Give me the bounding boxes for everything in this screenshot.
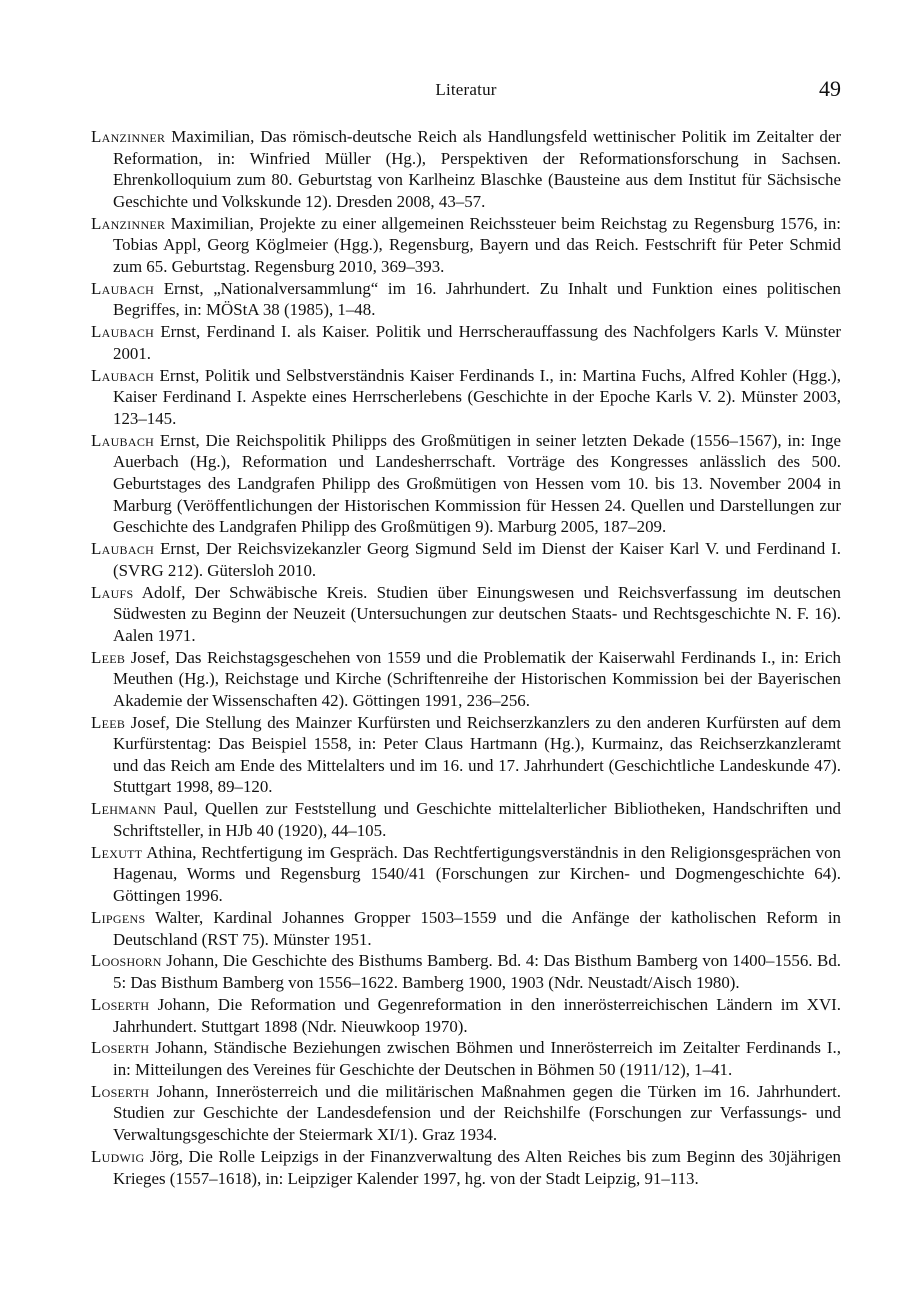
bibliography-entry bbox=[91, 582, 841, 647]
bibliography-entry bbox=[91, 321, 841, 364]
entry-text: Johann, Die Reformation und Gegenreformation in den innerösterreichischen Ländern im XVI. Jahrhundert. Stuttgart 1898 (Ndr. Nieuwkoop 1970). bbox=[113, 994, 841, 1036]
entry-author: Loserth bbox=[91, 994, 150, 1014]
entry-author: Ludwig bbox=[91, 1146, 145, 1166]
bibliography-entry bbox=[91, 798, 841, 841]
entry-author: Lipgens bbox=[91, 907, 146, 927]
entry-text: Ernst, „Nationalversammlung“ im 16. Jahrhundert. Zu Inhalt und Funktion eines politischen Begriffes, in: MÖStA 38 (1985), 1–48. bbox=[113, 278, 841, 320]
bibliography-entry bbox=[91, 365, 841, 430]
bibliography-entry bbox=[91, 907, 841, 950]
bibliography-entry bbox=[91, 126, 841, 212]
entry-author: Lehmann bbox=[91, 799, 157, 819]
entry-author: Laubach bbox=[91, 322, 155, 342]
bibliography-entry bbox=[91, 213, 841, 278]
entry-text: Ernst, Politik und Selbstverständnis Kaiser Ferdinands I., in: Martina Fuchs, Alfred Kohler (Hgg.), Kaiser Ferdinand I. Aspekte eines Herrscherlebens (Geschichte in der Epoche Karls V. 2). Münster 2003, 123–145. bbox=[113, 365, 841, 428]
entry-author: Laubach bbox=[91, 430, 155, 450]
bibliography-entry bbox=[91, 1037, 841, 1080]
entry-text: Athina, Rechtfertigung im Gespräch. Das Rechtfertigungsverständnis in den Religionsgesprächen von Hagenau, Worms und Regensburg 1540/41 (Forschungen zur Kirchen- und Dogmengeschichte 64). Göttingen 1996. bbox=[113, 842, 841, 906]
bibliography-entry bbox=[91, 1081, 841, 1146]
bibliography-entry bbox=[91, 647, 841, 712]
entry-author: Laubach bbox=[91, 539, 155, 559]
entry-text: Jörg, Die Rolle Leipzigs in der Finanzverwaltung des Alten Reiches bis zum Beginn des 30jährigen Krieges (1557–1618), in: Leipziger Kalender 1997, hg. von der Stadt Leipzig, 91–113. bbox=[113, 1146, 841, 1188]
entry-text: Johann, Die Geschichte des Bisthums Bamberg. Bd. 4: Das Bisthum Bamberg von 1400–1556. Bd. 5: Das Bisthum Bamberg von 1556–1622. Bamberg 1900, 1903 (Ndr. Neustadt/Aisch 1980). bbox=[113, 951, 841, 993]
entry-author: Laufs bbox=[91, 582, 134, 602]
bibliography-entry bbox=[91, 430, 841, 538]
running-title: Literatur bbox=[435, 80, 497, 99]
entry-text: Ernst, Ferdinand I. als Kaiser. Politik und Herrscherauffassung des Nachfolgers Karls V. Münster 2001. bbox=[113, 322, 841, 363]
entry-author: Lexutt bbox=[91, 842, 143, 862]
bibliography-entry bbox=[91, 842, 841, 907]
entry-author: Loserth bbox=[91, 1081, 150, 1101]
entry-text: Walter, Kardinal Johannes Gropper 1503–1559 und die Anfänge der katholischen Reform in Deutschland (RST 75). Münster 1951. bbox=[113, 907, 841, 949]
entry-text: Johann, Innerösterreich und die militärischen Maßnahmen gegen die Türken im 16. Jahrhundert. Studien zur Geschichte der Landesdefension und der Reichshilfe (Forschungen zur Verfassungs- und Verwaltungsgeschichte der Steiermark XI/1). Graz 1934. bbox=[113, 1081, 841, 1145]
entry-author: Lanzinner bbox=[91, 213, 166, 233]
entry-author: Lanzinner bbox=[91, 127, 166, 146]
bibliography-entry bbox=[91, 950, 841, 993]
entry-text: Ernst, Der Reichsvizekanzler Georg Sigmund Seld im Dienst der Kaiser Karl V. und Ferdinand I. (SVRG 212). Gütersloh 2010. bbox=[113, 539, 841, 580]
entry-text: Ernst, Die Reichspolitik Philipps des Großmütigen in seiner letzten Dekade (1556–1567), in: Inge Auerbach (Hg.), Reformation und Landesherrschaft. Vorträge des Kongresses anlässlich des 500. Geburtstages des Landgrafen Philipp des Großmütigen von Hessen vom 10. bis 13. November 2004 in Marburg (Veröffentlichungen der Historischen Kommission für Hessen 24. Quellen und Darstellungen zur Geschichte des Landgrafen Philipp des Großmütigen 9). Marburg 2005, 187–209. bbox=[113, 430, 841, 537]
running-header bbox=[91, 78, 841, 112]
entry-author: Loserth bbox=[91, 1038, 150, 1058]
page-number: 49 bbox=[819, 76, 841, 101]
entry-author: Looshorn bbox=[91, 951, 162, 971]
entry-author: Leeb bbox=[91, 647, 126, 667]
document-page bbox=[91, 78, 841, 1189]
bibliography-entry bbox=[91, 1146, 841, 1189]
entry-text: Paul, Quellen zur Feststellung und Geschichte mittelalterlicher Bibliotheken, Handschriften und Schriftsteller, in HJb 40 (1920), 44–105. bbox=[113, 799, 841, 840]
entry-text: Josef, Die Stellung des Mainzer Kurfürsten und Reichserzkanzlers zu den anderen Kurfürsten auf dem Kurfürstentag: Das Beispiel 1558, in: Peter Claus Hartmann (Hg.), Kurmainz, das Reichserzkanzleramt und das Reich am Ende des Mittelalters und im 16. und 17. Jahrhundert (Geschichtliche Landeskunde 47). Stuttgart 1998, 89–120. bbox=[113, 712, 841, 797]
bibliography-entry bbox=[91, 712, 841, 798]
entry-author: Laubach bbox=[91, 278, 155, 298]
entry-author: Laubach bbox=[91, 365, 155, 385]
bibliography-entry bbox=[91, 994, 841, 1037]
entry-text: Adolf, Der Schwäbische Kreis. Studien über Einungswesen und Reichsverfassung im deutschen Südwesten zu Beginn der Neuzeit (Untersuchungen zur deutschen Staats- und Rechtsgeschichte N. F. 16). Aalen 1971. bbox=[113, 582, 841, 645]
bibliography-list bbox=[91, 126, 841, 1189]
entry-author: Leeb bbox=[91, 712, 126, 732]
bibliography-entry bbox=[91, 278, 841, 321]
entry-text: Maximilian, Projekte zu einer allgemeinen Reichssteuer beim Reichstag zu Regensburg 1576, in: Tobias Appl, Georg Köglmeier (Hgg.), Regensburg, Bayern und das Reich. Festschrift für Peter Schmid zum 65. Geburtstag. Regensburg 2010, 369–393. bbox=[113, 213, 841, 276]
entry-text: Maximilian, Das römisch-deutsche Reich als Handlungsfeld wettinischer Politik im Zeitalter der Reformation, in: Winfried Müller (Hg.), Perspektiven der Reformationsforschung in Sachsen. Ehrenkolloquium zum 80. Geburtstag von Karlheinz Blaschke (Bausteine aus dem Institut für Sächsische Geschichte und Volkskunde 12). Dresden 2008, 43–57. bbox=[113, 127, 841, 211]
entry-text: Johann, Ständische Beziehungen zwischen Böhmen und Innerösterreich im Zeitalter Ferdinands I., in: Mitteilungen des Vereines für Geschichte der Deutschen in Böhmen 50 (1911/12), 1–41. bbox=[113, 1038, 841, 1079]
bibliography-entry bbox=[91, 538, 841, 581]
entry-text: Josef, Das Reichstagsgeschehen von 1559 und die Problematik der Kaiserwahl Ferdinands I., in: Erich Meuthen (Hg.), Reichstage und Kirche (Schriftenreihe der Historischen Kommission bei der Bayerischen Akademie der Wissenschaften 42). Göttingen 1991, 236–256. bbox=[113, 647, 841, 710]
